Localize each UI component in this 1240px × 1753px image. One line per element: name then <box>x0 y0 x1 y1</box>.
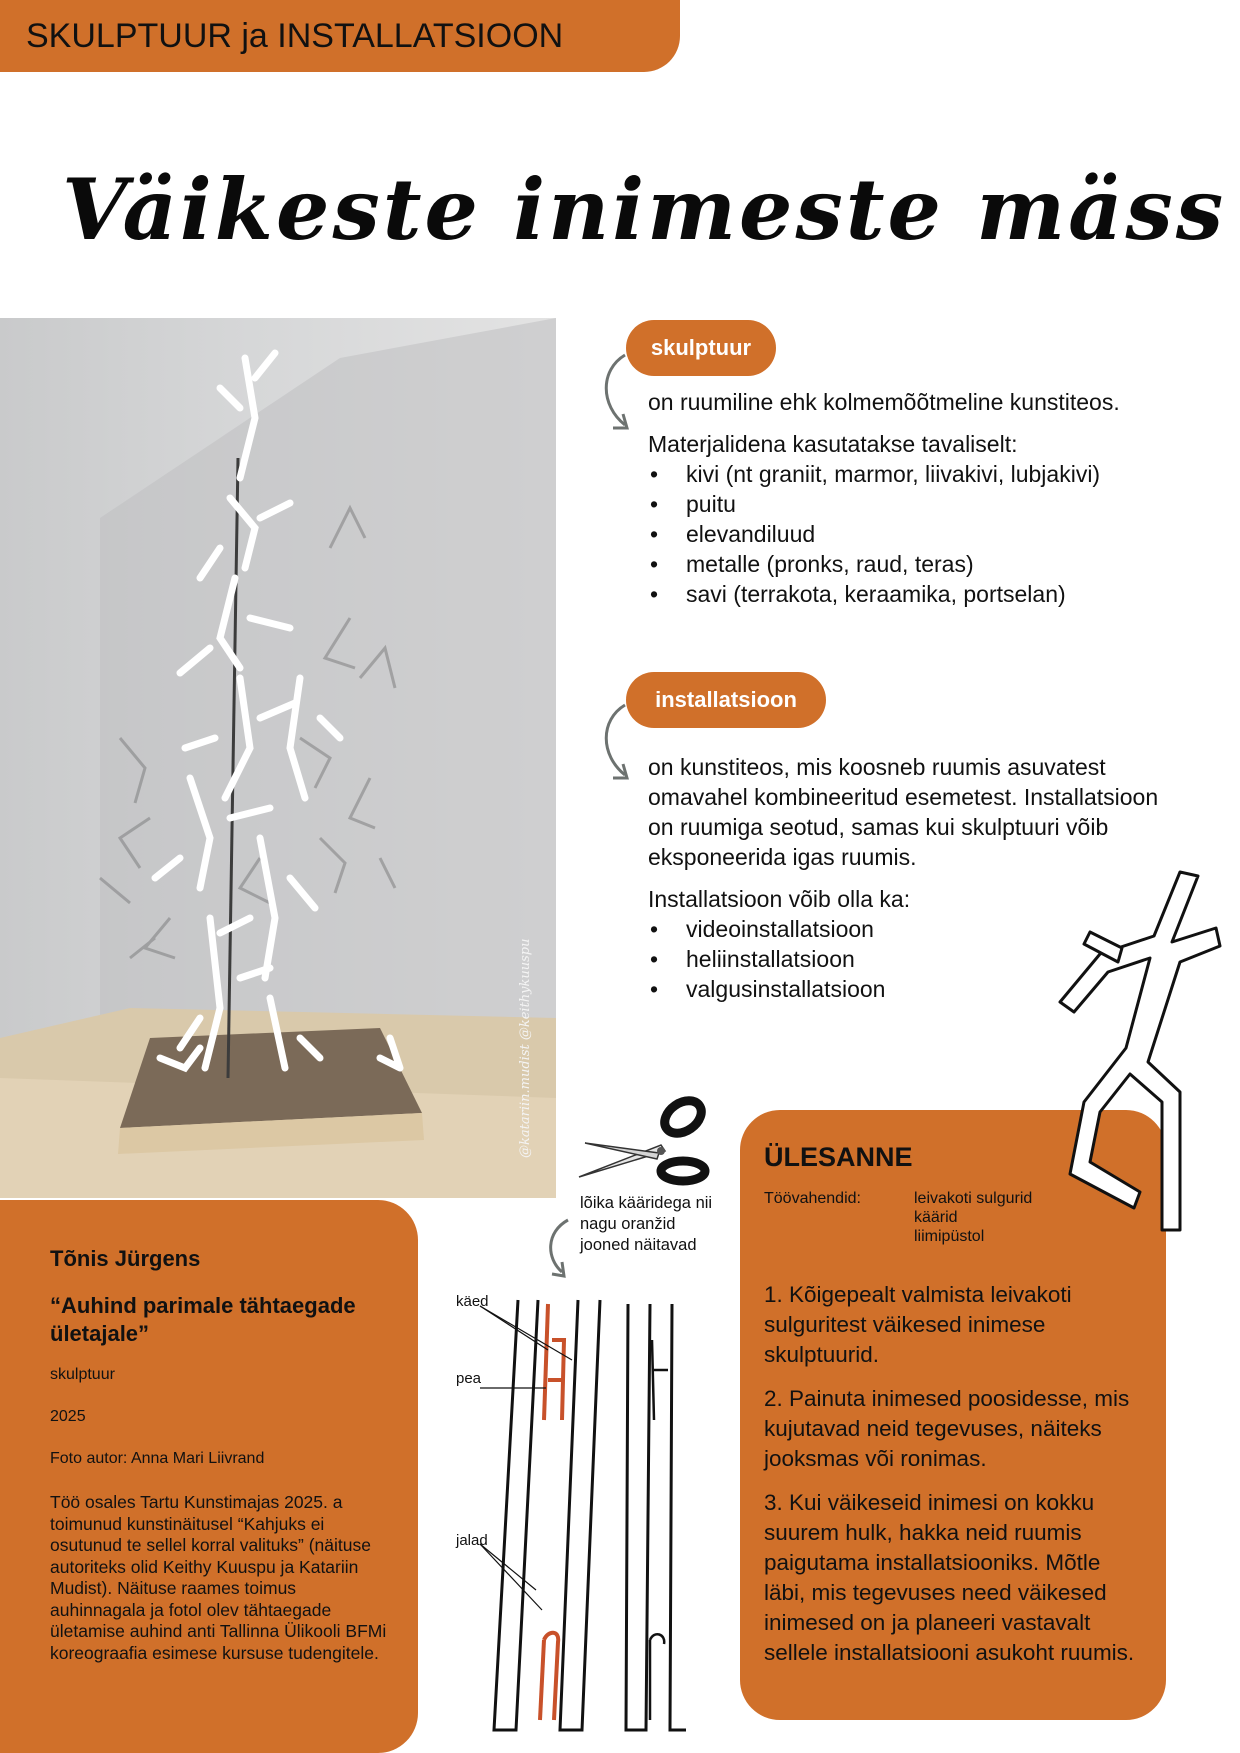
artwork-title: “Auhind parimale tähtaegade ületajale” <box>50 1293 356 1346</box>
photo-watermark: @katariin.mudist @keithykuuspu <box>518 938 533 1158</box>
task-heading: ÜLESANNE <box>764 1142 913 1172</box>
sculpture-text <box>648 387 1208 609</box>
label-head: pea <box>456 1370 482 1387</box>
scissors-icon <box>575 1095 715 1190</box>
tool-item: käärid <box>914 1209 958 1226</box>
curved-arrow-icon <box>540 1216 580 1286</box>
task-steps <box>764 1280 1140 1668</box>
list-item: • metalle (pronks, raud, teras) <box>648 549 1208 579</box>
label-arms: käed <box>456 1293 489 1310</box>
tools-label: Töövahendid: <box>764 1190 861 1207</box>
section-tab <box>0 0 680 72</box>
artwork-medium: skulptuur <box>50 1366 115 1383</box>
artist-card <box>0 1200 418 1753</box>
artwork-year: 2025 <box>50 1408 86 1425</box>
list-item: • elevandiluud <box>648 519 1208 549</box>
installation-pill: installatsioon <box>626 672 826 728</box>
types-intro: Installatsioon võib olla ka: <box>648 886 911 912</box>
task-step: 3. Kui väikeseid inimesi on kokku suurem hulk, hakka neid ruumis paigutama installatsiooniks. Mõtle läbi, mis tegevuses need väikesed inimesed on ja planeeri vastavalt sellele installatsiooni asukoht ruumis. <box>764 1490 1135 1665</box>
tools-list <box>914 1189 1032 1246</box>
section-tab-label: SKULPTUUR ja INSTALLATSIOON <box>26 16 564 55</box>
materials-list <box>648 459 1208 609</box>
sculpture-pill: skulptuur <box>626 320 776 376</box>
artwork-description: Töö osales Tartu Kunstimajas 2025. a toimunud kunstinäitusel “Kahjuks ei osutunud te sellel korral valituks” (näituse autoriteks olid Keithy Kuuspu ja Katariin Mudist). Näituse raames toimus auhinnagala ja fotol olev tähtaegade ületamise auhind anti Tallinna Ülikooli BFMi koreograafia esimese kursuse tudengitele. <box>50 1492 387 1663</box>
list-item: • heliinstallatsioon <box>648 944 1168 974</box>
installation-definition: on kunstiteos, mis koosneb ruumis asuvatest omavahel kombineeritud esemetest. Installatsioon on ruumiga seotud, samas kui skulptuuri võib eksponeerida igas ruumis. <box>648 754 1159 870</box>
tool-item: liimipüstol <box>914 1228 985 1245</box>
bent-figure-illustration <box>1030 862 1230 1242</box>
task-step: 2. Painuta inimesed poosidesse, mis kujutavad neid tegevuses, näiteks jooksmas või ronimas. <box>764 1386 1130 1471</box>
task-step: 1. Kõigepealt valmista leivakoti sulguritest väikesed inimese skulptuurid. <box>764 1282 1072 1367</box>
sculpture-definition: on ruumiline ehk kolmemõõtmeline kunstiteos. <box>648 389 1120 415</box>
list-item: • videoinstallatsioon <box>648 914 1168 944</box>
sculpture-photo <box>0 318 556 1198</box>
cut-hint: lõika kääridega nii nagu oranžid jooned näitavad <box>580 1194 713 1254</box>
materials-intro: Materjalidena kasutatakse tavaliselt: <box>648 431 1018 457</box>
list-item: • puitu <box>648 489 1208 519</box>
list-item: • valgusinstallatsioon <box>648 974 1168 1004</box>
photo-credit: Foto autor: Anna Mari Liivrand <box>50 1450 265 1467</box>
list-item: • savi (terrakota, keraamika, portselan) <box>648 579 1208 609</box>
artist-name: Tõnis Jürgens <box>50 1246 201 1271</box>
label-legs: jalad <box>456 1532 488 1549</box>
cutting-diagram <box>440 1280 690 1750</box>
page-title: Väikeste inimeste mäss <box>62 160 1227 259</box>
list-item: • kivi (nt graniit, marmor, liivakivi, lubjakivi) <box>648 459 1208 489</box>
tool-item: leivakoti sulgurid <box>914 1190 1033 1207</box>
